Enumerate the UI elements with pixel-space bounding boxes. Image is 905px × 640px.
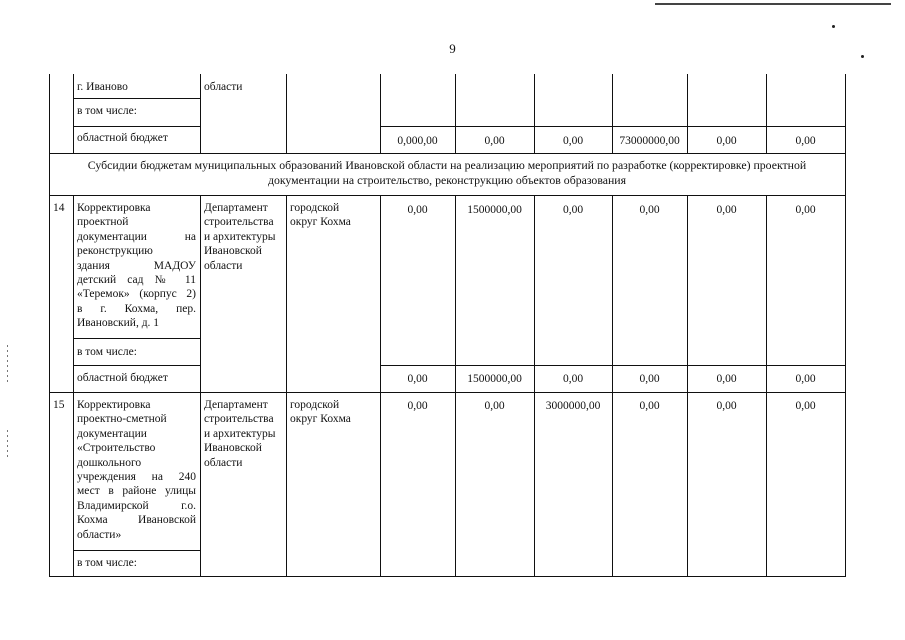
grid-line: [73, 338, 200, 339]
grid-line: [49, 153, 846, 154]
grid-line: [455, 74, 456, 154]
grid-line: [687, 74, 688, 154]
row14-recipient: городской округ Кохма: [290, 202, 351, 229]
grid-line: [380, 74, 381, 154]
top-regional-value: 0,00: [716, 135, 737, 147]
row-number: 14: [53, 202, 65, 214]
scan-mark: [7, 345, 8, 385]
row14-regional-value: 0,00: [795, 373, 816, 385]
top-name: г. Иваново: [77, 81, 128, 93]
grid-line: [73, 365, 200, 366]
grid-line: [455, 195, 456, 577]
row15-value: 0,00: [639, 400, 660, 412]
top-rule: [655, 3, 891, 5]
top-regional-value: 0,00: [562, 135, 584, 147]
row15-value: 0,00: [716, 400, 737, 412]
top-in-that: в том числе:: [77, 105, 137, 117]
row14-dept: Департамент строительства и архитектуры Ивановской области: [204, 202, 276, 272]
row15-value: 0,00: [484, 400, 505, 412]
row14-value: 0,00: [562, 204, 584, 216]
grid-line: [73, 195, 74, 577]
grid-line: [766, 195, 767, 577]
grid-line: [534, 74, 535, 154]
grid-line: [380, 195, 381, 577]
page-number: 9: [449, 41, 456, 56]
grid-line: [73, 550, 200, 551]
grid-line: [73, 98, 200, 99]
grid-line: [73, 126, 200, 127]
row15-recipient: городской округ Кохма: [290, 399, 351, 426]
row14-value: 1500000,00: [467, 204, 522, 216]
row14-value: 0,00: [639, 204, 660, 216]
section-header: Субсидии бюджетам муниципальных образований Ивановской области на реализацию мероприятий по разработке (корректировке) проектной документации на строительство, реконструкцию объектов образования: [87, 158, 807, 187]
grid-line: [380, 365, 846, 366]
row15-value: 0,00: [795, 400, 816, 412]
row14-regional-value: 1500000,00: [467, 373, 522, 385]
top-dept: области: [204, 81, 243, 93]
row15-dept: Департамент строительства и архитектуры Ивановской области: [204, 399, 276, 469]
scan-mark: [7, 430, 8, 460]
grid-line: [612, 195, 613, 577]
top-regional-value: 0,00: [484, 135, 505, 147]
row14-value: 0,00: [716, 204, 737, 216]
row15-value: 0,00: [407, 400, 428, 412]
row14-regional-value: 0,00: [716, 373, 737, 385]
grid-line: [200, 74, 201, 154]
grid-line: [612, 74, 613, 154]
row14-regional-value: 0,00: [639, 373, 660, 385]
grid-line: [687, 195, 688, 577]
row15-in-that: в том числе:: [77, 557, 137, 569]
top-regional-value: 0,000,00: [397, 135, 438, 147]
top-regional-value: 73000000,00: [619, 135, 680, 147]
grid-line: [534, 195, 535, 577]
grid-line: [286, 195, 287, 577]
grid-line: [73, 74, 74, 154]
row-number: 15: [53, 399, 65, 411]
grid-line: [380, 126, 846, 127]
row14-name: Корректировка проектной документации на реконструкцию здания МАДОУ детский сад № 11 «Теремок» (корпус 2) в г. Кохма, пер. Ивановский, д. 1: [77, 202, 196, 330]
row15-value: 3000000,00: [545, 400, 601, 412]
row14-value: 0,00: [407, 204, 428, 216]
grid-line: [200, 195, 201, 577]
top-regional-label: областной бюджет: [77, 132, 168, 144]
row14-in-that: в том числе:: [77, 346, 137, 358]
row14-value: 0,00: [795, 204, 816, 216]
grid-line: [49, 392, 846, 393]
grid-line: [845, 74, 846, 577]
grid-line: [49, 576, 846, 577]
top-regional-value: 0,00: [795, 135, 816, 147]
grid-line: [286, 74, 287, 154]
scan-dot: [832, 25, 835, 28]
grid-line: [49, 74, 50, 577]
grid-line: [766, 74, 767, 154]
row14-regional-label: областной бюджет: [77, 372, 168, 384]
row15-name: Корректировка проектно-сметной документации «Строительство дошкольного учреждения на 240 мест в районе улицы Владимирской г.о. Кохма Ивановской области»: [77, 399, 196, 541]
grid-line: [49, 195, 846, 196]
row14-regional-value: 0,00: [562, 373, 584, 385]
row14-regional-value: 0,00: [407, 373, 428, 385]
